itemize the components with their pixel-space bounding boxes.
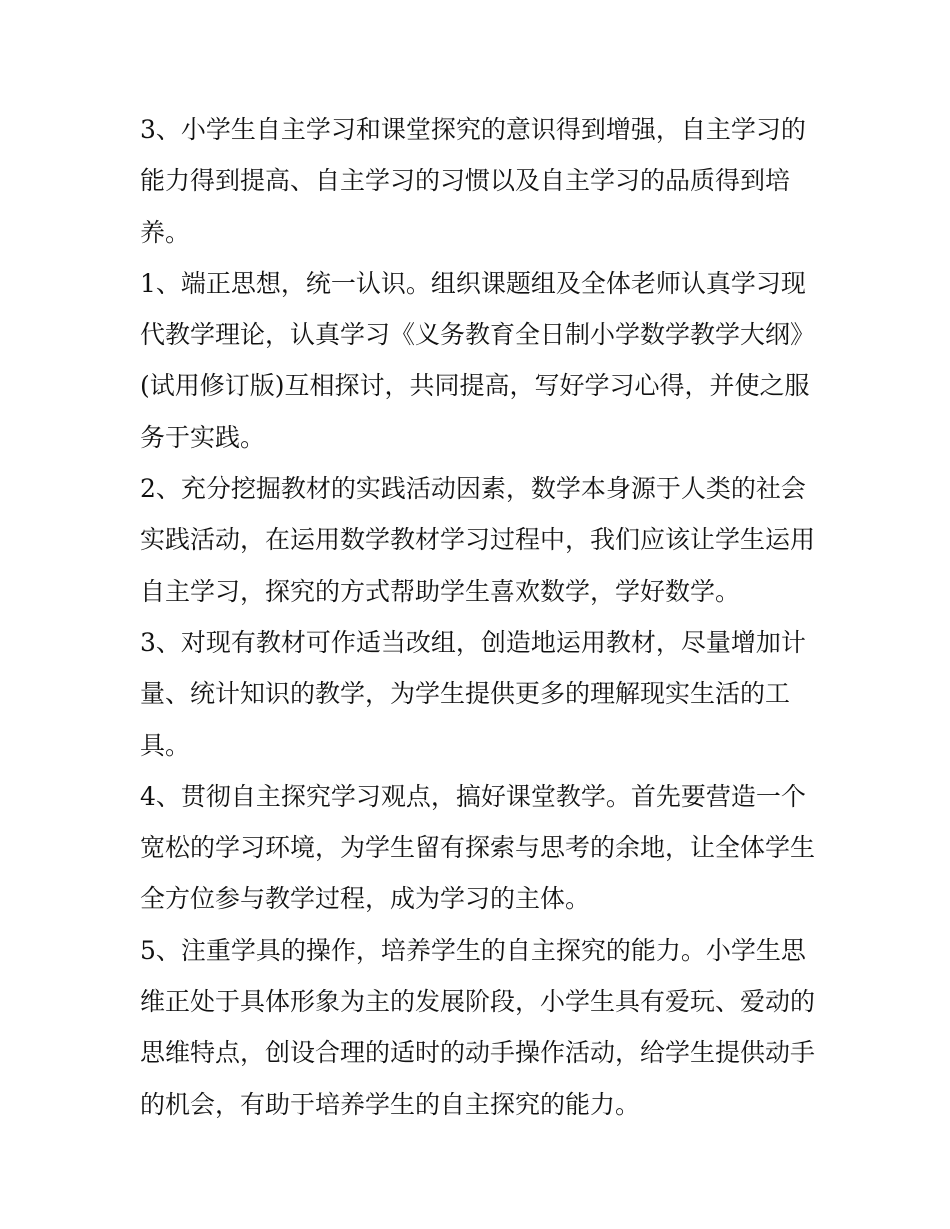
paragraph-line: 实践活动，在运用数学教材学习过程中，我们应该让学生运用 [140, 525, 816, 555]
paragraph-measure-3 [140, 617, 816, 771]
paragraph-measure-2 [140, 463, 816, 617]
paragraph-line: 能力得到提高、自主学习的习惯以及自主学习的品质得到培 [140, 166, 791, 196]
paragraph-line: (试用修订版)互相探讨，共同提高，写好学习心得，并使之服 [140, 371, 810, 401]
paragraph-line: 代教学理论，认真学习《义务教育全日制小学数学教学大纲》 [140, 320, 816, 350]
paragraph-line: 自主学习，探究的方式帮助学生喜欢数学，学好数学。 [140, 576, 741, 606]
paragraph-line: 具。 [140, 730, 191, 760]
paragraph-measure-1 [140, 258, 816, 463]
paragraph-line: 量、统计知识的教学，为学生提供更多的理解现实生活的工 [140, 679, 791, 709]
paragraph-line: 4、贯彻自主探究学习观点，搞好课堂教学。首先要营造一个 [140, 781, 806, 811]
paragraph-outcome-3 [140, 104, 816, 258]
paragraph-measure-5 [140, 925, 816, 1130]
paragraph-line: 5、注重学具的操作，培养学生的自主探究的能力。小学生思 [140, 935, 806, 965]
paragraph-line: 维正处于具体形象为主的发展阶段，小学生具有爱玩、爱动的 [140, 987, 816, 1017]
paragraph-line: 2、充分挖掘教材的实践活动因素，数学本身源于人类的社会 [140, 474, 806, 504]
paragraph-line: 1、端正思想，统一认识。组织课题组及全体老师认真学习现 [140, 268, 806, 298]
paragraph-line: 思维特点，创设合理的适时的动手操作活动，给学生提供动手 [140, 1038, 816, 1068]
paragraph-line: 宽松的学习环境，为学生留有探索与思考的余地，让全体学生 [140, 833, 816, 863]
paragraph-line: 养。 [140, 217, 191, 247]
paragraph-line: 务于实践。 [140, 422, 266, 452]
paragraph-line: 3、对现有教材可作适当改组，创造地运用教材，尽量增加计 [140, 627, 806, 657]
document-body [140, 104, 816, 1130]
paragraph-line: 全方位参与教学过程，成为学习的主体。 [140, 884, 591, 914]
paragraph-measure-4 [140, 771, 816, 925]
paragraph-line: 3、小学生自主学习和课堂探究的意识得到增强，自主学习的 [140, 115, 806, 144]
paragraph-line: 的机会，有助于培养学生的自主探究的能力。 [140, 1089, 641, 1119]
